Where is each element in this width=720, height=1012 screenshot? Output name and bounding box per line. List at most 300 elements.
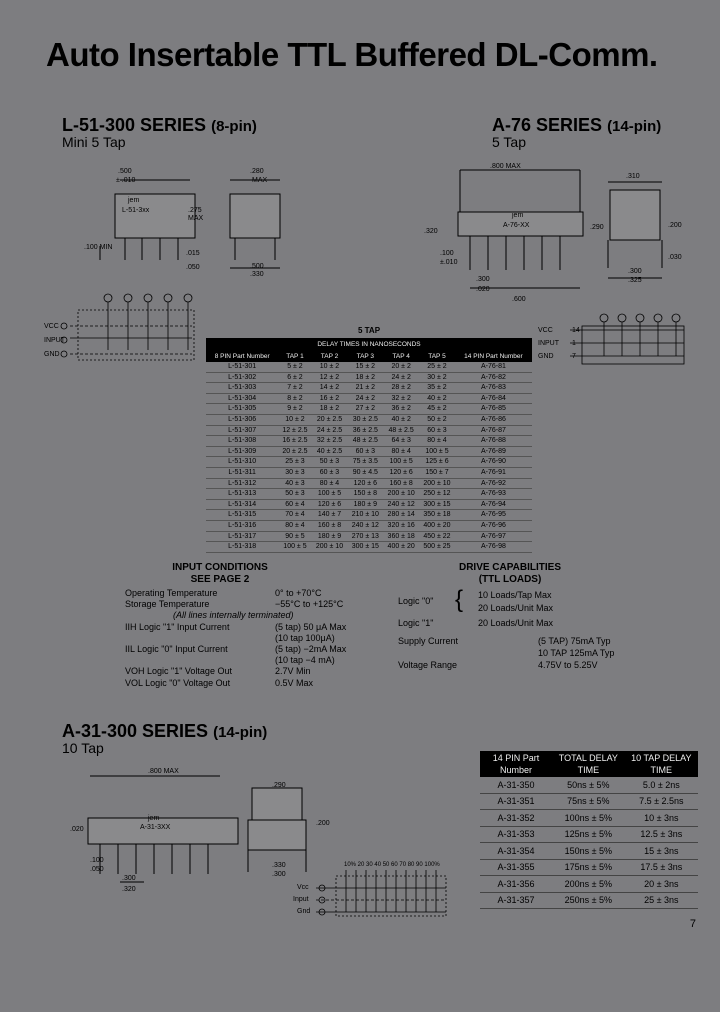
l51-dim-side-c: .330 [250, 271, 264, 278]
table-cell: 64 ± 3 [383, 436, 419, 447]
a76-dim-right-b: .200 [668, 222, 682, 229]
table-cell: 360 ± 18 [383, 531, 419, 542]
a76-dim-right-c: .030 [668, 254, 682, 261]
table-cell: 60 ± 3 [419, 425, 455, 436]
table-cell: A-76-97 [455, 531, 532, 542]
l51-subtitle: Mini 5 Tap [62, 134, 126, 150]
a31-schem-taps: 10% 20 30 40 50 60 70 80 90 100% [344, 862, 440, 868]
table-cell: A-76-91 [455, 467, 532, 478]
table-row [480, 859, 698, 876]
a31-dim-left-b: .100 [90, 857, 104, 864]
table-cell: 90 ± 5 [278, 531, 311, 542]
table-cell: 120 ± 6 [347, 478, 383, 489]
a31-dim-left-a: .020 [70, 826, 84, 833]
table-cell: 200 ± 10 [419, 478, 455, 489]
table-cell: 40 ± 3 [278, 478, 311, 489]
tap5-col-header: TAP 4 [383, 350, 419, 362]
input-condition-row [125, 588, 355, 599]
drive-logic1-label: Logic "1" [398, 618, 434, 628]
table-cell: 400 ± 20 [383, 542, 419, 553]
table-cell: 10 ± 2 [278, 414, 311, 425]
table-cell: 125ns ± 5% [552, 826, 625, 843]
table-cell: 40 ± 2 [419, 393, 455, 404]
table-cell: 140 ± 7 [312, 510, 348, 521]
a76-schematic [560, 312, 690, 368]
input-conditions-heading: INPUT CONDITIONS [172, 562, 268, 573]
table-cell: L-51-314 [206, 499, 278, 510]
table-cell: 150 ± 7 [419, 467, 455, 478]
table-cell: A-76-87 [455, 425, 532, 436]
a76-schem-pin1: 1 [572, 340, 576, 347]
page-number: 7 [689, 918, 696, 930]
table-cell: 210 ± 10 [347, 510, 383, 521]
input-condition-row [125, 599, 355, 610]
table-cell: L-51-313 [206, 489, 278, 500]
drive-brace: { [455, 586, 464, 613]
table-cell: 80 ± 4 [278, 520, 311, 531]
table-row [206, 446, 532, 457]
table-cell: 60 ± 3 [347, 446, 383, 457]
table-cell: 240 ± 12 [347, 520, 383, 531]
table-cell: 125 ± 6 [419, 457, 455, 468]
table-row [206, 542, 532, 553]
input-condition-row [125, 644, 355, 655]
table-cell: 500 ± 25 [419, 542, 455, 553]
input-condition-value: 0° to +70°C [275, 588, 322, 598]
table-cell: 350 ± 18 [419, 510, 455, 521]
table-cell: 10 ± 3ns [625, 810, 698, 827]
table-cell: A-76-94 [455, 499, 532, 510]
input-condition-label [125, 633, 275, 644]
tap5-subheading: DELAY TIMES IN NANOSECONDS [206, 338, 532, 350]
tap10-col-header: 14 PIN Part Number [480, 751, 552, 777]
input-condition-row [125, 678, 355, 689]
table-row [206, 531, 532, 542]
a76-series-title [492, 115, 661, 136]
table-cell: 14 ± 2 [312, 383, 348, 394]
table-cell: 5 ± 2 [278, 362, 311, 372]
a76-schem-pin14: 14 [572, 327, 580, 334]
table-cell: A-76-88 [455, 436, 532, 447]
a76-dim-right-top: .310 [626, 173, 640, 180]
drive-supply-b: 10 TAP 125mA Typ [538, 648, 615, 658]
table-cell: 35 ± 2 [419, 383, 455, 394]
l51-dim-height-max: MAX [188, 215, 204, 222]
input-condition-row [125, 666, 355, 677]
table-cell: 30 ± 3 [278, 467, 311, 478]
table-cell: A-31-352 [480, 810, 552, 827]
table-cell: 24 ± 2.5 [312, 425, 348, 436]
table-cell: A-76-98 [455, 542, 532, 553]
table-cell: 60 ± 4 [278, 499, 311, 510]
tap5-col-header: TAP 2 [312, 350, 348, 362]
table-cell: 15 ± 3ns [625, 843, 698, 860]
table-cell: A-31-356 [480, 876, 552, 893]
drive-logic1-value: 20 Loads/Unit Max [478, 618, 554, 628]
table-row [206, 425, 532, 436]
l51-schem-gnd: GND [44, 351, 60, 358]
table-cell: 16 ± 2 [312, 393, 348, 404]
table-cell: 175ns ± 5% [552, 859, 625, 876]
table-cell: 32 ± 2 [383, 393, 419, 404]
table-row [206, 383, 532, 394]
table-cell: 100 ± 5 [278, 542, 311, 553]
table-cell: 27 ± 2 [347, 404, 383, 415]
input-condition-row [125, 610, 355, 621]
table-cell: 240 ± 12 [383, 499, 419, 510]
table-cell: A-76-96 [455, 520, 532, 531]
table-cell: 60 ± 3 [312, 467, 348, 478]
tap5-table-wrap [206, 338, 532, 553]
input-condition-label: IIL Logic "0" Input Current [125, 644, 228, 655]
drive-supply-label: Supply Current [398, 636, 459, 646]
input-conditions-subheading: SEE PAGE 2 [190, 574, 250, 585]
table-cell: 100 ± 5 [383, 457, 419, 468]
table-row [206, 467, 532, 478]
table-row [480, 843, 698, 860]
table-row [206, 510, 532, 521]
table-cell: 40 ± 2.5 [312, 446, 348, 457]
input-condition-value: (10 tap 100μA) [275, 632, 335, 643]
table-cell: 7.5 ± 2.5ns [625, 793, 698, 810]
table-cell: 50ns ± 5% [552, 777, 625, 793]
input-condition-value: (5 tap) −2mA Max [275, 644, 347, 655]
table-cell: 70 ± 4 [278, 510, 311, 521]
a76-dim-right-d: .300 [628, 268, 642, 275]
table-cell: A-31-350 [480, 777, 552, 793]
table-cell: 40 ± 2 [383, 414, 419, 425]
a76-dim-side-a: .320 [424, 228, 438, 235]
table-cell: L-51-311 [206, 467, 278, 478]
table-cell: 75ns ± 5% [552, 793, 625, 810]
table-cell: 32 ± 2.5 [312, 436, 348, 447]
table-cell: 20 ± 2.5 [278, 446, 311, 457]
tap5-col-header: TAP 1 [278, 350, 311, 362]
a31-dim-side-c: .330 [272, 862, 286, 869]
table-cell: A-31-357 [480, 892, 552, 909]
tap10-col-header: TOTAL DELAY TIME [552, 751, 625, 777]
table-cell: 17.5 ± 3ns [625, 859, 698, 876]
table-cell: 90 ± 4.5 [347, 467, 383, 478]
table-cell: 80 ± 4 [383, 446, 419, 457]
table-cell: 160 ± 8 [312, 520, 348, 531]
drive-subheading: (TTL LOADS) [478, 574, 542, 585]
table-cell: 25 ± 2 [419, 362, 455, 372]
table-cell: L-51-307 [206, 425, 278, 436]
l51-chip-logo: jem [128, 197, 140, 204]
input-condition-label: IIH Logic "1" Input Current [125, 621, 230, 632]
table-cell: 150ns ± 5% [552, 843, 625, 860]
table-cell: A-76-90 [455, 457, 532, 468]
a76-series-pins: (14-pin) [607, 118, 662, 135]
table-row [480, 793, 698, 810]
table-row [206, 414, 532, 425]
drive-heading: DRIVE CAPABILITIES [458, 562, 562, 573]
table-cell: A-76-92 [455, 478, 532, 489]
a76-series-name: A-76 SERIES [492, 115, 603, 135]
table-cell: 12.5 ± 3ns [625, 826, 698, 843]
table-cell: 12 ± 2.5 [278, 425, 311, 436]
a31-dim-left-c: .050 [90, 866, 104, 873]
table-cell: 160 ± 8 [383, 478, 419, 489]
table-cell: 15 ± 2 [347, 362, 383, 372]
table-cell: A-76-89 [455, 446, 532, 457]
input-condition-row [125, 633, 355, 644]
table-cell: 12 ± 2 [312, 372, 348, 383]
a76-schem-input: INPUT [538, 340, 559, 347]
tap5-table [206, 338, 532, 553]
a76-dim-top: .800 MAX [490, 163, 521, 170]
table-cell: A-76-84 [455, 393, 532, 404]
table-cell: L-51-316 [206, 520, 278, 531]
l51-series-pins: (8-pin) [211, 118, 257, 135]
table-cell: 280 ± 14 [383, 510, 419, 521]
table-cell: A-76-86 [455, 414, 532, 425]
tap10-table [480, 751, 698, 909]
table-cell: L-51-310 [206, 457, 278, 468]
input-condition-label: VOH Logic "1" Voltage Out [125, 666, 232, 677]
l51-dim-side-b: .500 [250, 263, 264, 270]
table-row [206, 520, 532, 531]
a76-dim-bottom-b: .600 [512, 296, 526, 303]
table-row [206, 489, 532, 500]
table-row [206, 372, 532, 383]
table-cell: A-31-351 [480, 793, 552, 810]
l51-series-title [62, 115, 257, 136]
table-cell: L-51-306 [206, 414, 278, 425]
input-condition-value: (All lines internally terminated) [173, 610, 294, 621]
l51-dim-side-max: MAX [252, 177, 268, 184]
table-cell: 20 ± 2.5 [312, 414, 348, 425]
input-condition-row [125, 655, 355, 666]
l51-dim-width: .500 [118, 168, 132, 175]
table-cell: A-31-355 [480, 859, 552, 876]
a31-subtitle: 10 Tap [62, 740, 104, 756]
table-cell: 120 ± 6 [312, 499, 348, 510]
table-cell: 120 ± 6 [383, 467, 419, 478]
table-row [206, 362, 532, 372]
a76-dim-right-mid: .290 [590, 224, 604, 231]
table-cell: A-76-82 [455, 372, 532, 383]
table-cell: 400 ± 20 [419, 520, 455, 531]
a76-chip-part: A-76-XX [503, 222, 530, 229]
table-cell: 320 ± 16 [383, 520, 419, 531]
a31-chip-part: A-31-3XX [140, 824, 171, 831]
tap5-col-header: TAP 5 [419, 350, 455, 362]
tap5-col-header: 14 PIN Part Number [455, 350, 532, 362]
table-cell: 180 ± 9 [312, 531, 348, 542]
table-cell: L-51-302 [206, 372, 278, 383]
table-cell: L-51-318 [206, 542, 278, 553]
table-cell: 45 ± 2 [419, 404, 455, 415]
table-cell: 18 ± 2 [347, 372, 383, 383]
table-cell: L-51-317 [206, 531, 278, 542]
table-cell: 100ns ± 5% [552, 810, 625, 827]
table-cell: L-51-304 [206, 393, 278, 404]
table-cell: 450 ± 22 [419, 531, 455, 542]
table-cell: 25 ± 3ns [625, 892, 698, 909]
table-row [480, 777, 698, 793]
tap5-col-header: 8 PIN Part Number [206, 350, 278, 362]
input-condition-row [125, 622, 355, 633]
table-cell: 250ns ± 5% [552, 892, 625, 909]
input-condition-label [125, 610, 173, 621]
tap5-heading: 5 TAP [357, 326, 381, 335]
table-row [206, 457, 532, 468]
table-cell: A-31-353 [480, 826, 552, 843]
table-cell: 180 ± 9 [347, 499, 383, 510]
a76-dim-bottom-c: .020 [476, 286, 490, 293]
a31-dim-bottom-a: .300 [122, 875, 136, 882]
a31-dim-side-b: .200 [316, 820, 330, 827]
l51-dim-height: .275 [188, 207, 202, 214]
a31-dim-bottom-b: .320 [122, 886, 136, 893]
input-condition-value: (5 tap) 50 μA Max [275, 621, 347, 632]
table-row [206, 393, 532, 404]
l51-series-name: L-51-300 SERIES [62, 115, 207, 135]
l51-dim-side-w: .280 [250, 168, 264, 175]
table-row [480, 826, 698, 843]
table-cell: A-76-85 [455, 404, 532, 415]
a76-chip-logo: jem [512, 212, 524, 219]
a31-dim-side-d: .300 [272, 871, 286, 878]
a31-schem-vcc: Vcc [297, 884, 309, 891]
l51-schem-vcc: VCC [44, 323, 59, 330]
table-cell: 9 ± 2 [278, 404, 311, 415]
table-cell: L-51-308 [206, 436, 278, 447]
l51-dim-lead-c: .050 [186, 264, 200, 271]
table-cell: L-51-303 [206, 383, 278, 394]
table-cell: 50 ± 2 [419, 414, 455, 425]
table-cell: 20 ± 2 [383, 362, 419, 372]
drive-voltage-value: 4.75V to 5.25V [538, 660, 598, 670]
table-cell: L-51-309 [206, 446, 278, 457]
a76-dim-right-e: .325 [628, 277, 642, 284]
a76-dim-bottom-a: .300 [476, 276, 490, 283]
a31-dim-side-a: .290 [272, 782, 286, 789]
table-cell: 75 ± 3.5 [347, 457, 383, 468]
input-condition-label: VOL Logic "0" Voltage Out [125, 677, 231, 688]
table-cell: A-76-81 [455, 362, 532, 372]
a31-schem-gnd: Gnd [297, 908, 311, 915]
table-cell: 48 ± 2.5 [383, 425, 419, 436]
table-cell: 200 ± 10 [312, 542, 348, 553]
input-conditions-list [125, 588, 355, 689]
table-cell: 10 ± 2 [312, 362, 348, 372]
table-cell: 80 ± 4 [312, 478, 348, 489]
table-cell: 200 ± 10 [383, 489, 419, 500]
a31-dim-top: .800 MAX [148, 768, 179, 775]
l51-dim-lead-a: .100 MIN [84, 244, 113, 251]
table-cell: 6 ± 2 [278, 372, 311, 383]
table-cell: 50 ± 3 [278, 489, 311, 500]
table-cell: 30 ± 2 [419, 372, 455, 383]
table-cell: 36 ± 2 [383, 404, 419, 415]
table-row [480, 892, 698, 909]
table-cell: A-76-83 [455, 383, 532, 394]
a76-schem-vcc: VCC [538, 327, 553, 334]
table-cell: 50 ± 3 [312, 457, 348, 468]
table-cell: 21 ± 2 [347, 383, 383, 394]
a76-dim-side-b: .100 [440, 250, 454, 257]
table-cell: 28 ± 2 [383, 383, 419, 394]
table-row [206, 404, 532, 415]
input-condition-label: Storage Temperature [125, 599, 210, 610]
table-cell: 250 ± 12 [419, 489, 455, 500]
table-row [206, 478, 532, 489]
input-condition-label [125, 655, 275, 666]
tap10-col-header: 10 TAP DELAY TIME [625, 751, 698, 777]
page-title: Auto Insertable TTL Buffered DL-Comm. [46, 36, 658, 73]
table-cell: 24 ± 2 [347, 393, 383, 404]
table-cell: 16 ± 2.5 [278, 436, 311, 447]
l51-dim-tol: ± .010 [116, 177, 136, 184]
table-cell: A-31-354 [480, 843, 552, 860]
table-cell: 100 ± 5 [312, 489, 348, 500]
a31-schem-input: Input [293, 896, 309, 903]
table-cell: L-51-312 [206, 478, 278, 489]
a76-subtitle: 5 Tap [492, 134, 526, 150]
a31-schematic [316, 868, 448, 920]
a31-series-title [62, 721, 267, 742]
input-condition-value: −55°C to +125°C [275, 599, 344, 610]
table-cell: 80 ± 4 [419, 436, 455, 447]
table-cell: 18 ± 2 [312, 404, 348, 415]
table-cell: 8 ± 2 [278, 393, 311, 404]
table-cell: 150 ± 8 [347, 489, 383, 500]
a31-series-pins: (14-pin) [213, 724, 268, 741]
table-cell: 100 ± 5 [419, 446, 455, 457]
table-cell: 7 ± 2 [278, 383, 311, 394]
a76-schem-pin7: 7 [572, 353, 576, 360]
drive-logic0-a: 10 Loads/Tap Max [478, 590, 552, 600]
table-row [480, 876, 698, 893]
input-condition-value: 2.7V Min [275, 666, 311, 677]
l51-schem-input: INPUT [44, 337, 65, 344]
a76-schem-gnd: GND [538, 353, 554, 360]
tap5-col-header: TAP 3 [347, 350, 383, 362]
table-cell: 36 ± 2.5 [347, 425, 383, 436]
drive-voltage-label: Voltage Range [398, 660, 458, 670]
table-cell: A-76-95 [455, 510, 532, 521]
input-condition-value: (10 tap −4 mA) [275, 655, 335, 666]
table-cell: 30 ± 2.5 [347, 414, 383, 425]
table-row [206, 499, 532, 510]
l51-dim-lead-b: .015 [186, 250, 200, 257]
input-condition-value: 0.5V Max [275, 677, 314, 688]
table-cell: 24 ± 2 [383, 372, 419, 383]
table-row [206, 436, 532, 447]
table-cell: 20 ± 3ns [625, 876, 698, 893]
table-row [480, 810, 698, 827]
table-cell: 300 ± 15 [347, 542, 383, 553]
a31-chip-logo: jem [148, 815, 160, 822]
table-cell: L-51-301 [206, 362, 278, 372]
drive-supply-a: (5 TAP) 75mA Typ [538, 636, 611, 646]
drive-logic0-label: Logic "0" [398, 596, 434, 606]
a76-dim-side-c: ±.010 [440, 259, 458, 266]
table-cell: A-76-93 [455, 489, 532, 500]
table-cell: L-51-305 [206, 404, 278, 415]
tap10-table-wrap [480, 751, 698, 909]
a31-series-name: A-31-300 SERIES [62, 721, 209, 741]
l51-chip-part: L-51-3xx [122, 207, 150, 214]
drive-logic0-b: 20 Loads/Unit Max [478, 603, 554, 613]
table-cell: 5.0 ± 2ns [625, 777, 698, 793]
table-cell: L-51-315 [206, 510, 278, 521]
input-condition-label: Operating Temperature [125, 588, 218, 598]
table-cell: 300 ± 15 [419, 499, 455, 510]
